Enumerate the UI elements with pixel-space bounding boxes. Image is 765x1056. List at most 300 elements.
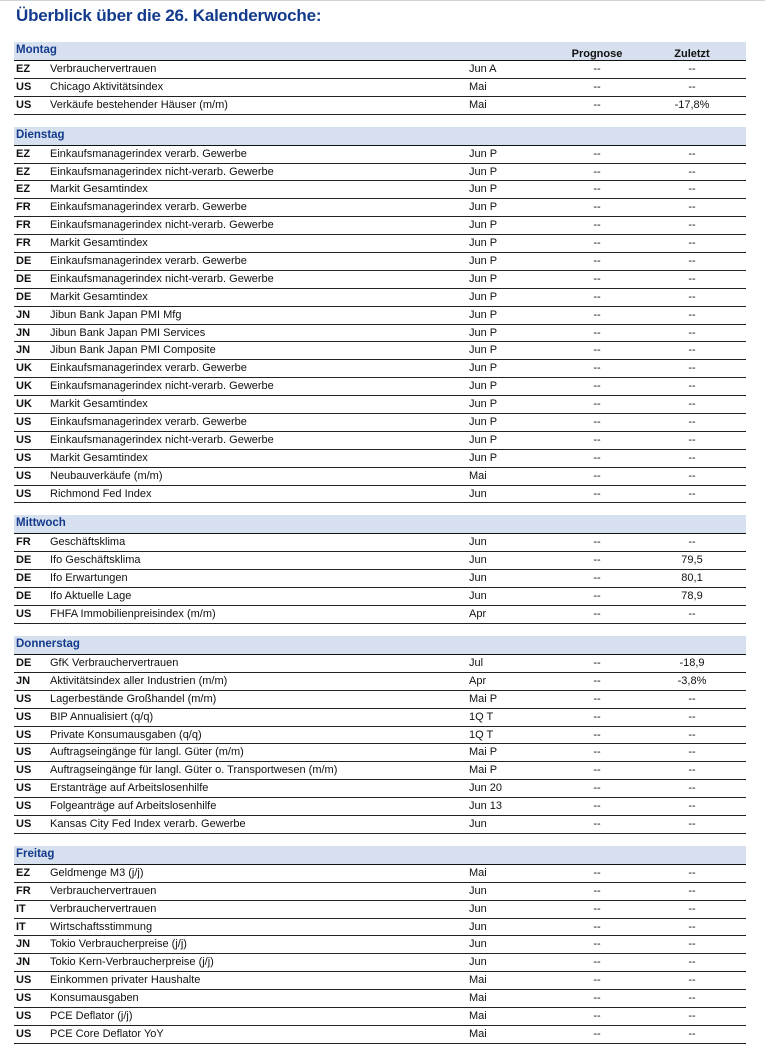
forecast-value: --	[593, 674, 601, 687]
country-code: FR	[16, 237, 31, 250]
last-value: --	[688, 308, 696, 321]
forecast-value: --	[593, 80, 601, 93]
country-code: JN	[16, 344, 31, 357]
forecast-value: --	[593, 800, 601, 813]
table-row	[14, 709, 746, 727]
forecast-value: --	[593, 764, 601, 777]
indicator-name: Einkaufsmanagerindex verarb. Gewerbe	[50, 416, 247, 429]
forecast-value: --	[593, 866, 601, 879]
country-code: UK	[16, 362, 32, 375]
indicator-name: Wirtschaftsstimmung	[50, 920, 153, 933]
indicator-name: Auftragseingänge für langl. Güter o. Transportwesen (m/m)	[50, 764, 338, 777]
period: Mai	[469, 974, 487, 987]
forecast-value: --	[593, 451, 601, 464]
period: Jun	[469, 536, 487, 549]
indicator-name: Jibun Bank Japan PMI Composite	[50, 344, 216, 357]
table-row	[14, 744, 746, 762]
forecast-value: --	[593, 817, 601, 830]
table-row	[14, 673, 746, 691]
period: Jun P	[469, 272, 498, 285]
table-row	[14, 883, 746, 901]
period: Jun	[469, 956, 487, 969]
last-value: --	[688, 536, 696, 549]
forecast-value: --	[593, 746, 601, 759]
last-value: --	[688, 380, 696, 393]
forecast-value: --	[593, 272, 601, 285]
last-value: --	[688, 219, 696, 232]
country-code: FR	[16, 219, 31, 232]
forecast-value: --	[593, 554, 601, 567]
last-value: 79,5	[681, 554, 703, 567]
forecast-value: --	[593, 572, 601, 585]
indicator-name: BIP Annualisiert (q/q)	[50, 710, 154, 723]
last-value: --	[688, 764, 696, 777]
indicator-name: Geschäftsklima	[50, 536, 126, 549]
indicator-name: Jibun Bank Japan PMI Mfg	[50, 308, 182, 321]
table-row	[14, 936, 746, 954]
table-row	[14, 588, 746, 606]
table-row	[14, 780, 746, 798]
forecast-value: --	[593, 692, 601, 705]
forecast-value: --	[593, 201, 601, 214]
indicator-name: Ifo Geschäftsklima	[50, 554, 141, 567]
last-value: --	[688, 920, 696, 933]
period: Jun	[469, 817, 487, 830]
period: Mai	[469, 469, 487, 482]
indicator-name: Einkaufsmanagerindex nicht-verarb. Gewerbe	[50, 380, 274, 393]
forecast-value: --	[593, 255, 601, 268]
forecast-value: --	[593, 902, 601, 915]
period: Mai	[469, 866, 487, 879]
table-row	[14, 798, 746, 816]
table-row	[14, 552, 746, 570]
country-code: EZ	[16, 866, 31, 879]
period: Jun P	[469, 237, 498, 250]
last-value: --	[688, 290, 696, 303]
period: Jun P	[469, 147, 498, 160]
country-code: US	[16, 451, 32, 464]
table-row	[14, 655, 746, 673]
last-value: --	[688, 938, 696, 951]
country-code: UK	[16, 398, 32, 411]
table-row	[14, 534, 746, 552]
forecast-value: --	[593, 782, 601, 795]
indicator-name: Jibun Bank Japan PMI Services	[50, 326, 206, 339]
last-value: --	[688, 866, 696, 879]
top-border	[0, 0, 765, 1]
period: Jun	[469, 590, 487, 603]
country-code: US	[16, 764, 32, 777]
indicator-name: FHFA Immobilienpreisindex (m/m)	[50, 608, 216, 621]
day-section	[14, 515, 746, 623]
period: Mai P	[469, 746, 498, 759]
country-code: FR	[16, 201, 31, 214]
forecast-value: --	[593, 165, 601, 178]
indicator-name: Einkaufsmanagerindex verarb. Gewerbe	[50, 255, 247, 268]
last-value: --	[688, 956, 696, 969]
last-value: -18,9	[679, 656, 705, 669]
country-code: JN	[16, 674, 31, 687]
indicator-name: Einkaufsmanagerindex verarb. Gewerbe	[50, 362, 247, 375]
period: Jun P	[469, 398, 498, 411]
last-value: --	[688, 884, 696, 897]
section-header	[14, 636, 746, 655]
indicator-name: Konsumausgaben	[50, 992, 139, 1005]
period: Jun P	[469, 362, 498, 375]
period: Jun P	[469, 326, 498, 339]
period: Mai P	[469, 764, 498, 777]
indicator-name: Markit Gesamtindex	[50, 237, 148, 250]
last-value: -17,8%	[674, 98, 710, 111]
indicator-name: Tokio Verbraucherpreise (j/j)	[50, 938, 187, 951]
forecast-value: --	[593, 183, 601, 196]
country-code: US	[16, 692, 32, 705]
period: Jun	[469, 920, 487, 933]
period: Jun	[469, 902, 487, 915]
forecast-value: --	[593, 398, 601, 411]
day-section	[14, 42, 746, 115]
last-value: --	[688, 782, 696, 795]
period: Jun P	[469, 416, 498, 429]
table-row	[14, 378, 746, 396]
period: 1Q T	[469, 710, 494, 723]
last-value: --	[688, 237, 696, 250]
forecast-value: --	[593, 63, 601, 75]
last-value: --	[688, 147, 696, 160]
last-value: --	[688, 692, 696, 705]
table-row	[14, 727, 746, 745]
country-code: US	[16, 416, 32, 429]
forecast-value: --	[593, 344, 601, 357]
calendar-table	[14, 42, 746, 1056]
table-row	[14, 450, 746, 468]
forecast-value: --	[593, 1027, 601, 1040]
period: Mai	[469, 1027, 487, 1040]
table-row	[14, 1026, 746, 1044]
day-title: Mittwoch	[16, 517, 66, 530]
day-title: Donnerstag	[16, 637, 80, 650]
last-value: --	[688, 416, 696, 429]
period: Mai	[469, 98, 487, 111]
period: Jun 13	[469, 800, 503, 813]
section-header	[14, 42, 746, 61]
table-row	[14, 954, 746, 972]
day-title: Freitag	[16, 847, 55, 860]
table-row	[14, 990, 746, 1008]
indicator-name: Tokio Kern-Verbraucherpreise (j/j)	[50, 956, 214, 969]
country-code: JN	[16, 956, 31, 969]
country-code: JN	[16, 326, 31, 339]
last-value: --	[688, 183, 696, 196]
indicator-name: PCE Deflator (j/j)	[50, 1009, 133, 1022]
table-row	[14, 414, 746, 432]
country-code: US	[16, 817, 32, 830]
country-code: US	[16, 487, 32, 500]
last-value: --	[688, 469, 696, 482]
table-row	[14, 217, 746, 235]
table-row	[14, 342, 746, 360]
day-section	[14, 127, 746, 504]
indicator-name: Einkaufsmanagerindex nicht-verarb. Gewerbe	[50, 433, 274, 446]
country-code: US	[16, 1027, 32, 1040]
table-row	[14, 235, 746, 253]
last-value: --	[688, 608, 696, 621]
country-code: JN	[16, 938, 31, 951]
country-code: US	[16, 746, 32, 759]
indicator-name: Markit Gesamtindex	[50, 183, 148, 196]
last-value: --	[688, 992, 696, 1005]
table-row	[14, 360, 746, 378]
forecast-value: --	[593, 710, 601, 723]
country-code: DE	[16, 272, 32, 285]
country-code: DE	[16, 554, 32, 567]
table-row	[14, 199, 746, 217]
period: Jun	[469, 884, 487, 897]
forecast-value: --	[593, 147, 601, 160]
period: Apr	[469, 674, 487, 687]
table-row	[14, 606, 746, 624]
country-code: FR	[16, 884, 31, 897]
forecast-value: --	[593, 992, 601, 1005]
section-header	[14, 846, 746, 865]
indicator-name: Markit Gesamtindex	[50, 451, 148, 464]
last-value: -3,8%	[677, 674, 707, 687]
period: Jun P	[469, 165, 498, 178]
last-value: --	[688, 362, 696, 375]
indicator-name: Einkaufsmanagerindex nicht-verarb. Gewerbe	[50, 165, 274, 178]
table-row	[14, 181, 746, 199]
country-code: EZ	[16, 165, 31, 178]
forecast-value: --	[593, 920, 601, 933]
country-code: IT	[16, 902, 26, 915]
last-value: 78,9	[681, 590, 703, 603]
period: Jun P	[469, 451, 498, 464]
country-code: EZ	[16, 183, 31, 196]
forecast-value: --	[593, 326, 601, 339]
day-section	[14, 636, 746, 834]
country-code: US	[16, 782, 32, 795]
country-code: US	[16, 992, 32, 1005]
indicator-name: Verbrauchervertrauen	[50, 884, 157, 897]
indicator-name: PCE Core Deflator YoY	[50, 1027, 164, 1040]
table-row	[14, 486, 746, 504]
country-code: EZ	[16, 147, 31, 160]
table-row	[14, 146, 746, 164]
forecast-value: --	[593, 728, 601, 741]
last-value: --	[688, 817, 696, 830]
indicator-name: Verbrauchervertrauen	[50, 63, 157, 75]
day-title: Montag	[16, 44, 57, 56]
last-value: 80,1	[681, 572, 703, 585]
period: Jun P	[469, 344, 498, 357]
last-value: --	[688, 326, 696, 339]
period: Apr	[469, 608, 487, 621]
period: Jun	[469, 572, 487, 585]
period: Mai	[469, 1009, 487, 1022]
last-value: --	[688, 974, 696, 987]
table-row	[14, 271, 746, 289]
last-value: --	[688, 1009, 696, 1022]
country-code: DE	[16, 572, 32, 585]
indicator-name: Einkommen privater Haushalte	[50, 974, 201, 987]
country-code: UK	[16, 380, 32, 393]
indicator-name: Verbrauchervertrauen	[50, 902, 157, 915]
table-row	[14, 396, 746, 414]
country-code: US	[16, 728, 32, 741]
indicator-name: Kansas City Fed Index verarb. Gewerbe	[50, 817, 246, 830]
forecast-value: --	[593, 590, 601, 603]
forecast-value: --	[593, 956, 601, 969]
indicator-name: Folgeanträge auf Arbeitslosenhilfe	[50, 800, 217, 813]
period: Jun P	[469, 308, 498, 321]
forecast-value: --	[593, 308, 601, 321]
last-value: --	[688, 63, 696, 75]
indicator-name: Ifo Erwartungen	[50, 572, 128, 585]
last-value: --	[688, 255, 696, 268]
last-value: --	[688, 487, 696, 500]
last-value: --	[688, 800, 696, 813]
forecast-value: --	[593, 416, 601, 429]
last-value: --	[688, 746, 696, 759]
column-header-forecast: Prognose	[571, 48, 623, 60]
country-code: DE	[16, 255, 32, 268]
period: Mai	[469, 992, 487, 1005]
last-value: --	[688, 728, 696, 741]
country-code: US	[16, 1009, 32, 1022]
indicator-name: Lagerbestände Großhandel (m/m)	[50, 692, 217, 705]
country-code: DE	[16, 290, 32, 303]
indicator-name: Markit Gesamtindex	[50, 398, 148, 411]
table-row	[14, 972, 746, 990]
day-title: Dienstag	[16, 128, 65, 141]
period: Jun P	[469, 255, 498, 268]
forecast-value: --	[593, 237, 601, 250]
country-code: US	[16, 800, 32, 813]
table-row	[14, 164, 746, 182]
forecast-value: --	[593, 656, 601, 669]
indicator-name: Erstanträge auf Arbeitslosenhilfe	[50, 782, 209, 795]
country-code: DE	[16, 656, 32, 669]
forecast-value: --	[593, 884, 601, 897]
forecast-value: --	[593, 433, 601, 446]
table-row	[14, 79, 746, 97]
period: Mai P	[469, 692, 498, 705]
indicator-name: Private Konsumausgaben (q/q)	[50, 728, 202, 741]
last-value: --	[688, 344, 696, 357]
forecast-value: --	[593, 469, 601, 482]
table-row	[14, 325, 746, 343]
country-code: DE	[16, 590, 32, 603]
indicator-name: Markit Gesamtindex	[50, 290, 148, 303]
last-value: --	[688, 165, 696, 178]
period: Mai	[469, 80, 487, 93]
table-row	[14, 816, 746, 834]
indicator-name: Auftragseingänge für langl. Güter (m/m)	[50, 746, 244, 759]
country-code: EZ	[16, 63, 31, 75]
day-section	[14, 846, 746, 1044]
period: Jun	[469, 554, 487, 567]
country-code: JN	[16, 308, 31, 321]
indicator-name: Einkaufsmanagerindex verarb. Gewerbe	[50, 147, 247, 160]
table-row	[14, 901, 746, 919]
table-row	[14, 97, 746, 115]
indicator-name: Geldmenge M3 (j/j)	[50, 866, 144, 879]
last-value: --	[688, 80, 696, 93]
table-row	[14, 570, 746, 588]
table-row	[14, 691, 746, 709]
section-header	[14, 127, 746, 146]
forecast-value: --	[593, 290, 601, 303]
country-code: US	[16, 608, 32, 621]
last-value: --	[688, 201, 696, 214]
forecast-value: --	[593, 608, 601, 621]
country-code: IT	[16, 920, 26, 933]
table-row	[14, 253, 746, 271]
period: Jun P	[469, 201, 498, 214]
forecast-value: --	[593, 219, 601, 232]
indicator-name: Einkaufsmanagerindex nicht-verarb. Gewerbe	[50, 219, 274, 232]
indicator-name: GfK Verbrauchervertrauen	[50, 656, 179, 669]
period: Jun P	[469, 433, 498, 446]
period: Jun P	[469, 380, 498, 393]
forecast-value: --	[593, 487, 601, 500]
indicator-name: Richmond Fed Index	[50, 487, 152, 500]
indicator-name: Neubauverkäufe (m/m)	[50, 469, 163, 482]
table-row	[14, 468, 746, 486]
section-header	[14, 515, 746, 534]
country-code: US	[16, 98, 32, 111]
indicator-name: Chicago Aktivitätsindex	[50, 80, 164, 93]
column-header-last: Zuletzt	[674, 48, 710, 60]
table-row	[14, 307, 746, 325]
forecast-value: --	[593, 536, 601, 549]
last-value: --	[688, 710, 696, 723]
forecast-value: --	[593, 380, 601, 393]
period: Jun	[469, 938, 487, 951]
country-code: FR	[16, 536, 31, 549]
last-value: --	[688, 451, 696, 464]
period: Jun P	[469, 219, 498, 232]
country-code: US	[16, 974, 32, 987]
table-row	[14, 432, 746, 450]
indicator-name: Ifo Aktuelle Lage	[50, 590, 132, 603]
period: Jun A	[469, 63, 497, 75]
indicator-name: Einkaufsmanagerindex nicht-verarb. Gewerbe	[50, 272, 274, 285]
table-row	[14, 919, 746, 937]
country-code: US	[16, 80, 32, 93]
last-value: --	[688, 272, 696, 285]
last-value: --	[688, 1027, 696, 1040]
period: Jun	[469, 487, 487, 500]
period: Jul	[469, 656, 484, 669]
page-title: Überblick über die 26. Kalenderwoche:	[16, 6, 322, 25]
indicator-name: Einkaufsmanagerindex verarb. Gewerbe	[50, 201, 247, 214]
country-code: US	[16, 469, 32, 482]
last-value: --	[688, 902, 696, 915]
country-code: US	[16, 710, 32, 723]
table-row	[14, 762, 746, 780]
forecast-value: --	[593, 362, 601, 375]
forecast-value: --	[593, 974, 601, 987]
last-value: --	[688, 433, 696, 446]
forecast-value: --	[593, 938, 601, 951]
table-row	[14, 61, 746, 79]
forecast-value: --	[593, 1009, 601, 1022]
table-row	[14, 865, 746, 883]
period: 1Q T	[469, 728, 494, 741]
indicator-name: Aktivitätsindex aller Industrien (m/m)	[50, 674, 228, 687]
table-row	[14, 289, 746, 307]
